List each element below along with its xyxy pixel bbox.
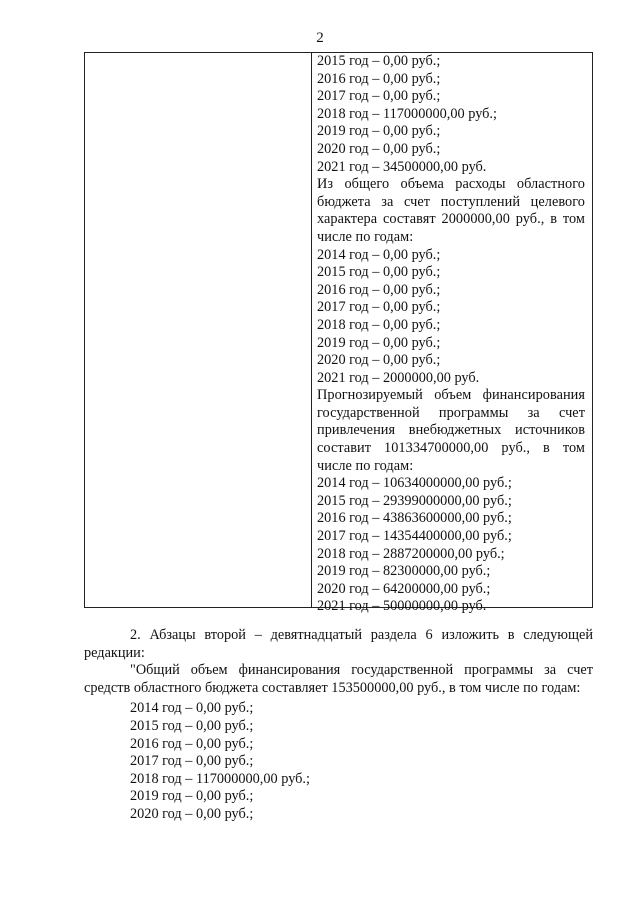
year-line: 2018 год – 2887200000,00 руб.; (317, 545, 505, 562)
item-2-paragraph: 2. Абзацы второй – девятнадцатый раздела 6 изложить в следующей редакции: (84, 627, 593, 661)
year-line: 2017 год – 0,00 руб.; (317, 299, 441, 316)
page-number: 2 (316, 30, 324, 46)
year-line: 2015 год – 0,00 руб.; (317, 53, 441, 69)
year-line: 2021 год – 2000000,00 руб. (317, 369, 480, 386)
year-list-body (130, 700, 593, 823)
year-list-target (317, 247, 585, 388)
funding-table (84, 52, 593, 615)
year-line: 2017 год – 0,00 руб.; (130, 753, 254, 770)
year-line: 2018 год – 0,00 руб.; (317, 316, 441, 333)
year-line: 2016 год – 0,00 руб.; (317, 281, 441, 298)
year-line: 2015 год – 0,00 руб.; (317, 264, 441, 281)
year-line: 2015 год – 29399000000,00 руб.; (317, 492, 512, 509)
year-line: 2020 год – 0,00 руб.; (317, 140, 441, 157)
extrabudgetary-paragraph: Прогнозируемый объем финансирования государственной программы за счет привлечения внебюджетных источников составит 101334700000,00 руб., в том числе по годам: (317, 387, 585, 474)
year-line: 2020 год – 0,00 руб.; (130, 805, 254, 822)
year-line: 2014 год – 0,00 руб.; (317, 246, 441, 263)
year-line: 2017 год – 0,00 руб.; (317, 88, 441, 105)
year-line: 2021 год – 50000000,00 руб. (317, 598, 487, 615)
quoted-paragraph: "Общий объем финансирования государственной программы за счет средств областного бюджета составляет 153500000,00 руб., в том числе по годам: (84, 662, 593, 696)
year-list-forecast (317, 475, 585, 616)
body-text (84, 627, 593, 824)
year-line: 2016 год – 0,00 руб.; (130, 735, 254, 752)
year-line: 2020 год – 0,00 руб.; (317, 352, 441, 369)
year-line: 2014 год – 0,00 руб.; (130, 700, 254, 717)
year-line: 2017 год – 14354400000,00 руб.; (317, 528, 512, 545)
year-line: 2019 год – 82300000,00 руб.; (317, 563, 491, 580)
table-right-cell (317, 53, 585, 616)
year-line: 2018 год – 117000000,00 руб.; (317, 105, 497, 122)
year-list-top (317, 53, 585, 176)
year-line: 2016 год – 0,00 руб.; (317, 70, 441, 87)
year-line: 2015 год – 0,00 руб.; (130, 717, 254, 734)
table-column-divider (311, 53, 312, 607)
year-line: 2019 год – 0,00 руб.; (317, 123, 441, 140)
year-line: 2016 год – 43863600000,00 руб.; (317, 510, 512, 527)
year-line: 2021 год – 34500000,00 руб. (317, 158, 487, 175)
target-funds-paragraph: Из общего объема расходы областного бюджета за счет поступлений целевого характера составят 2000000,00 руб., в том числе по годам: (317, 176, 585, 245)
year-line: 2014 год – 10634000000,00 руб.; (317, 475, 512, 492)
year-line: 2019 год – 0,00 руб.; (130, 788, 254, 805)
year-line: 2020 год – 64200000,00 руб.; (317, 580, 491, 597)
year-line: 2019 год – 0,00 руб.; (317, 334, 441, 351)
year-line: 2018 год – 117000000,00 руб.; (130, 770, 310, 787)
